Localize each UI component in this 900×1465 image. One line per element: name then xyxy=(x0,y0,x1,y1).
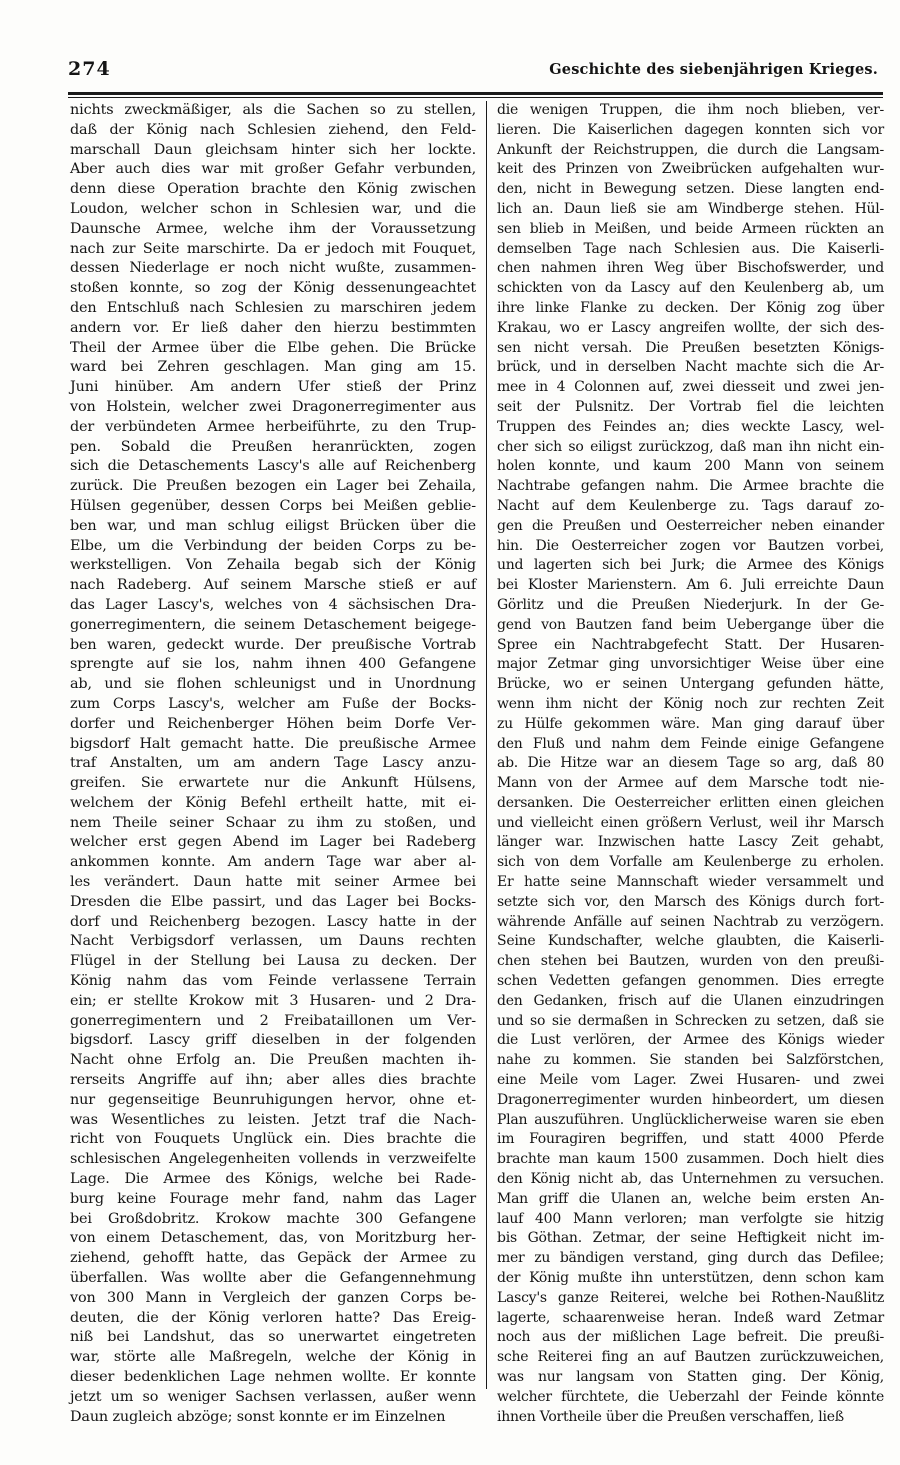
text-line: und vielleicht einen größern Verlust, weil ihr Marsch xyxy=(497,814,884,831)
text-line: Lascy's ganze Reiterei, welche bei Rothen-Naußlitz xyxy=(497,1289,884,1306)
text-line: greifen. Sie erwartete nur die Ankunft Hülsens, xyxy=(70,775,476,792)
text-line: ein; er stellte Krokow mit 3 Husaren- und 2 Dra- xyxy=(70,992,476,1009)
text-line: welcher fürchtete, die Ueberzahl der Feinde könnte xyxy=(497,1388,884,1405)
text-line: dieser bedenklichen Lage nehmen wollte. Er konnte xyxy=(70,1369,476,1385)
text-line: gonerregimentern und 2 Freibataillonen um Ver- xyxy=(70,1012,476,1029)
text-line: dorfer und Reichenberger Höhen beim Dorfe Ver- xyxy=(70,715,476,732)
text-line: sche Reiterei fing an auf Bautzen zurückzuweichen, xyxy=(497,1349,884,1366)
running-title: Geschichte des siebenjährigen Krieges. xyxy=(549,61,878,78)
text-line: lauf 400 Mann verloren; man verfolgte sie hitzig xyxy=(497,1210,884,1227)
text-line: den Fluß und nahm dem Feinde einige Gefangene xyxy=(497,735,884,752)
text-line: ward bei Zehren geschlagen. Man ging am 15. xyxy=(70,359,476,376)
text-line: und lagerten sich bei Jurk; die Armee des Königs xyxy=(497,557,884,574)
text-line: noch aus der mißlichen Lage befreit. Die preußi- xyxy=(497,1329,884,1346)
text-line: was Wesentliches zu leisten. Jetzt traf die Nach- xyxy=(70,1111,476,1128)
text-line: gonerregimentern, die seinem Detaschement beigege- xyxy=(70,616,476,633)
text-line: zum Corps Lascy's, welcher am Fuße der Bocks- xyxy=(70,695,476,712)
text-line: Mann von der Armee auf dem Marsche todt nie- xyxy=(497,775,884,792)
text-line: Man griff die Ulanen an, welche beim ersten An- xyxy=(497,1190,884,1207)
text-line: das Lager Lascy's, welches von 4 sächsischen Dra- xyxy=(70,596,476,613)
text-line: Hülsen gegenüber, dessen Corps bei Meißen geblie- xyxy=(70,497,476,514)
text-line: ben war, und man schlug eiligst Brücken über die xyxy=(70,517,476,534)
text-line: Flügel in der Stellung bei Lausa zu decken. Der xyxy=(70,953,476,970)
right-text-column xyxy=(497,101,884,1425)
text-line: sprengte auf sie los, nahm ihnen 400 Gefangene xyxy=(70,656,476,673)
text-line: mee in 4 Colonnen auf, zwei diesseit und zwei jen- xyxy=(497,379,884,396)
text-line: pen. Sobald die Preußen heranrückten, zogen xyxy=(70,438,476,455)
text-line: ankommen konnte. Am andern Tage war aber al- xyxy=(70,854,476,871)
text-line: nichts zweckmäßiger, als die Sachen so zu stellen, xyxy=(70,102,476,118)
text-line: bigsdorf Halt gemacht hatte. Die preußische Armee xyxy=(70,735,476,752)
text-line: nahe zu kommen. Sie standen bei Salzförstchen, xyxy=(497,1052,884,1069)
text-line: niß bei Landshut, das so unerwartet eingetreten xyxy=(70,1329,476,1346)
text-line: chen stehen bei Bautzen, wurden von den preußi- xyxy=(497,953,884,970)
text-line: überfallen. Was wollte aber die Gefangennehmung xyxy=(70,1270,476,1287)
text-line: schlesischen Angelegenheiten vollends in verzweifelte xyxy=(70,1151,476,1168)
text-line: rerseits Angriffe auf ihn; aber alles dies brachte xyxy=(70,1072,476,1089)
text-line: gen die Preußen und Oesterreicher neben einander xyxy=(497,517,884,534)
text-line: traf Anstalten, um am andern Tage Lascy anzu- xyxy=(70,755,476,772)
text-line: Ankunft der Reichstruppen, die durch die Langsam- xyxy=(497,141,884,158)
text-line: sich die Detaschements Lascy's alle auf Reichenberg xyxy=(70,458,476,475)
text-line: Görlitz und die Preußen Niederjurk. In der Ge- xyxy=(497,596,884,613)
text-line: demselben Tage nach Schlesien aus. Die Kaiserli- xyxy=(497,240,884,257)
text-line: bigsdorf. Lascy griff dieselben in der folgenden xyxy=(70,1032,476,1049)
text-line: Spree ein Nachtrabgefecht Statt. Der Husaren- xyxy=(497,636,884,653)
text-line: ihre linke Flanke zu decken. Der König zog über xyxy=(497,299,884,316)
text-line: ab, und sie flohen schleunigst und in Unordnung xyxy=(70,676,476,693)
text-line: dorf und Reichenberg bezogen. Lascy hatte in der xyxy=(70,913,476,930)
text-line: sich von dem Vorfalle am Keulenberge zu erholen. xyxy=(497,854,884,871)
text-line: Brücke, wo er seinen Untergang gefunden hätte, xyxy=(497,676,884,693)
text-line: brachte man kaum 1500 zusammen. Doch hielt dies xyxy=(497,1151,884,1168)
text-line: Plan auszuführen. Unglücklicherweise waren sie eben xyxy=(497,1111,884,1128)
text-line: Krakau, wo er Lascy angreifen wollte, der sich des- xyxy=(497,319,884,336)
text-line: cher sich so eiligst zurückzog, daß man ihn nicht ein- xyxy=(497,438,884,455)
text-line: jetzt um so weniger Sachsen verlassen, außer wenn xyxy=(70,1388,476,1405)
text-line: war, störte alle Maßregeln, welche der König in xyxy=(70,1349,476,1366)
text-line: holen konnte, und kaum 200 Mann von seinem xyxy=(497,458,884,475)
text-line: länger war. Inzwischen hatte Lascy Zeit gehabt, xyxy=(497,834,884,851)
text-line: denn diese Operation brachte den König zwischen xyxy=(70,181,476,198)
page-number: 274 xyxy=(68,58,111,80)
text-line: lich an. Daun ließ sie am Windberge stehen. Hül- xyxy=(497,200,884,217)
text-line: welcher erst gegen Abend im Lager bei Radeberg xyxy=(70,834,476,851)
text-line: Nachtrabe gefangen nahm. Die Armee brachte die xyxy=(497,478,884,495)
text-line: Dresden die Elbe passirt, und das Lager bei Bocks- xyxy=(70,893,476,910)
text-line: Nacht Verbigsdorf verlassen, um Dauns rechten xyxy=(70,933,476,950)
text-line: seit der Pulsnitz. Der Vortrab fiel die leichten xyxy=(497,398,884,415)
text-line: Theil der Armee über die Elbe gehen. Die Brücke xyxy=(70,339,476,356)
text-line: zurück. Die Preußen bezogen ein Lager bei Zehaila, xyxy=(70,478,476,495)
text-line: den, nicht in Bewegung setzen. Diese langten end- xyxy=(497,181,884,198)
text-line: sen blieb in Meißen, und beide Armeen rückten an xyxy=(497,220,884,237)
text-line: Juni hinüber. Am andern Ufer stieß der Prinz xyxy=(70,379,476,396)
text-line: den Gedanken, frisch auf die Ulanen einzudringen xyxy=(497,992,884,1009)
text-line: ihnen Vortheile über die Preußen verschaffen, ließ xyxy=(497,1408,844,1425)
text-line: deuten, die der König verloren hatte? Das Ereig- xyxy=(70,1309,476,1326)
text-line: lieren. Die Kaiserlichen dagegen konnten sich vor xyxy=(497,121,884,138)
text-line: von 300 Mann in Vergleich der ganzen Corps be- xyxy=(70,1289,476,1306)
text-line: König nahm das vom Feinde verlassene Terrain xyxy=(70,973,476,990)
text-line: setzte sich vor, den Marsch des Königs durch fort- xyxy=(497,893,884,910)
text-line: was nur langsam von Statten ging. Der König, xyxy=(497,1369,884,1385)
text-line: den Entschluß nach Schlesien zu marschiren jedem xyxy=(70,299,476,316)
text-line: andern vor. Er ließ daher den hierzu bestimmten xyxy=(70,319,476,336)
text-line: marschall Daun gleichsam hinter sich her lockte. xyxy=(70,141,476,158)
text-line: nur gegenseitige Beunruhigungen hervor, ohne et- xyxy=(70,1091,476,1108)
text-line: Elbe, um die Verbindung der beiden Corps zu be- xyxy=(70,537,476,554)
text-line: ben waren, gedeckt wurde. Der preußische Vortrab xyxy=(70,636,476,653)
text-line: daß der König nach Schlesien ziehend, den Feld- xyxy=(70,121,476,138)
text-line: ziehend, gehofft hatte, das Gepäck der Armee zu xyxy=(70,1250,476,1267)
text-line: im Fouragiren begriffen, und statt 4000 Pferde xyxy=(497,1131,884,1148)
text-line: les verändert. Daun hatte mit seiner Armee bei xyxy=(70,874,476,891)
text-line: der verbündeten Armee herbeiführte, zu den Trup- xyxy=(70,418,476,435)
text-line: sen nicht versah. Die Preußen besetzten Königs- xyxy=(497,339,884,356)
text-line: eine Meile vom Lager. Zwei Husaren- und zwei xyxy=(497,1072,884,1089)
text-line: Daunsche Armee, welche ihm der Voraussetzung xyxy=(70,220,476,237)
text-line: major Zetmar ging unvorsichtiger Weise über eine xyxy=(497,656,884,673)
text-line: Lage. Die Armee des Königs, welche bei Rade- xyxy=(70,1171,476,1188)
text-line: nach Radeberg. Auf seinem Marsche stieß er auf xyxy=(70,577,476,594)
left-text-column xyxy=(70,101,476,1425)
text-line: von einem Detaschement, das, von Moritzburg her- xyxy=(70,1230,476,1247)
text-line: richt von Fouquets Unglück ein. Dies brachte die xyxy=(70,1131,476,1148)
text-line: der König mußte ihn unterstützen, denn schon kam xyxy=(497,1270,884,1287)
text-line: Er hatte seine Mannschaft wieder versammelt und xyxy=(497,874,884,891)
text-line: lagerte, schaarenweise heran. Indeß ward Zetmar xyxy=(497,1309,884,1326)
text-line: schickten von da Lascy auf den Keulenberg ab, um xyxy=(497,280,884,297)
text-line: nem Theile seiner Schaar zu ihm zu stoßen, und xyxy=(70,814,476,831)
text-line: Loudon, welcher schon in Schlesien war, und die xyxy=(70,200,476,217)
text-line: nach zur Seite marschirte. Da er jedoch mit Fouquet, xyxy=(70,240,476,257)
text-line: keit des Prinzen von Zweibrücken aufgehalten wur- xyxy=(497,161,884,178)
text-line: Seine Kundschafter, welche glaubten, die Kaiserli- xyxy=(497,933,884,950)
text-line: bis Göthan. Zetmar, der seine Heftigkeit nicht im- xyxy=(497,1230,884,1247)
text-line: chen nahmen ihren Weg über Bischofswerder, und xyxy=(497,260,884,277)
text-line: von Holstein, welcher zwei Dragonerregimenter aus xyxy=(70,398,476,415)
text-line: Nacht auf dem Keulenberge zu. Tags darauf zo- xyxy=(497,497,884,514)
page-header xyxy=(68,56,880,86)
text-line: stoßen konnte, so zog der König dessenungeachtet xyxy=(70,280,476,297)
text-line: wenn ihm nicht der König noch zur rechten Zeit xyxy=(497,695,884,712)
column-divider xyxy=(486,101,487,1389)
text-line: schen Vedetten gefangen genommen. Dies erregte xyxy=(497,973,884,990)
text-line: werkstelligen. Von Zehaila begab sich der König xyxy=(70,557,476,574)
text-line: gend von Bautzen fand beim Uebergange über die xyxy=(497,616,884,633)
text-line: ab. Die Hitze war an diesem Tage so arg, daß 80 xyxy=(497,755,884,772)
text-line: Dragonerregimenter wurden hinbeordert, um diesen xyxy=(497,1091,884,1108)
text-line: Nacht ohne Erfolg an. Die Preußen machten ih- xyxy=(70,1052,476,1069)
text-line: die wenigen Truppen, die ihm noch blieben, ver- xyxy=(497,102,884,118)
text-line: und so sie dermaßen in Schrecken zu setzen, daß sie xyxy=(497,1012,884,1029)
text-line: brück, und in derselben Nacht machte sich die Ar- xyxy=(497,359,884,376)
text-line: Truppen des Feindes an; dies weckte Lascy, wel- xyxy=(497,418,884,435)
text-line: die Lust verlören, der Armee des Königs wieder xyxy=(497,1032,884,1049)
text-line: den König nicht ab, das Unternehmen zu versuchen. xyxy=(497,1171,884,1188)
text-line: dessen Niederlage er noch nicht wußte, zusammen- xyxy=(70,260,476,277)
text-line: Aber auch dies war mit großer Gefahr verbunden, xyxy=(70,161,476,178)
text-line: mer zu bändigen verstand, ging durch das Defilee; xyxy=(497,1250,884,1267)
text-line: bei Großdobritz. Krokow machte 300 Gefangene xyxy=(70,1210,476,1227)
text-line: währende Anfälle auf seinen Nachtrab zu verzögern. xyxy=(497,913,884,930)
header-rule xyxy=(68,92,883,98)
text-line: burg keine Fourage mehr fand, nahm das Lager xyxy=(70,1190,476,1207)
text-line: hin. Die Oesterreicher zogen vor Bautzen vorbei, xyxy=(497,537,884,554)
text-line: dersanken. Die Oesterreicher erlitten einen gleichen xyxy=(497,794,884,811)
text-line: zu Hülfe gekommen wäre. Man ging darauf über xyxy=(497,715,884,732)
text-line: welchem der König Befehl ertheilt hatte, mit ei- xyxy=(70,794,476,811)
text-line: bei Kloster Marienstern. Am 6. Juli erreichte Daun xyxy=(497,577,884,594)
text-line: Daun zugleich abzöge; sonst konnte er im Einzelnen xyxy=(70,1408,446,1425)
